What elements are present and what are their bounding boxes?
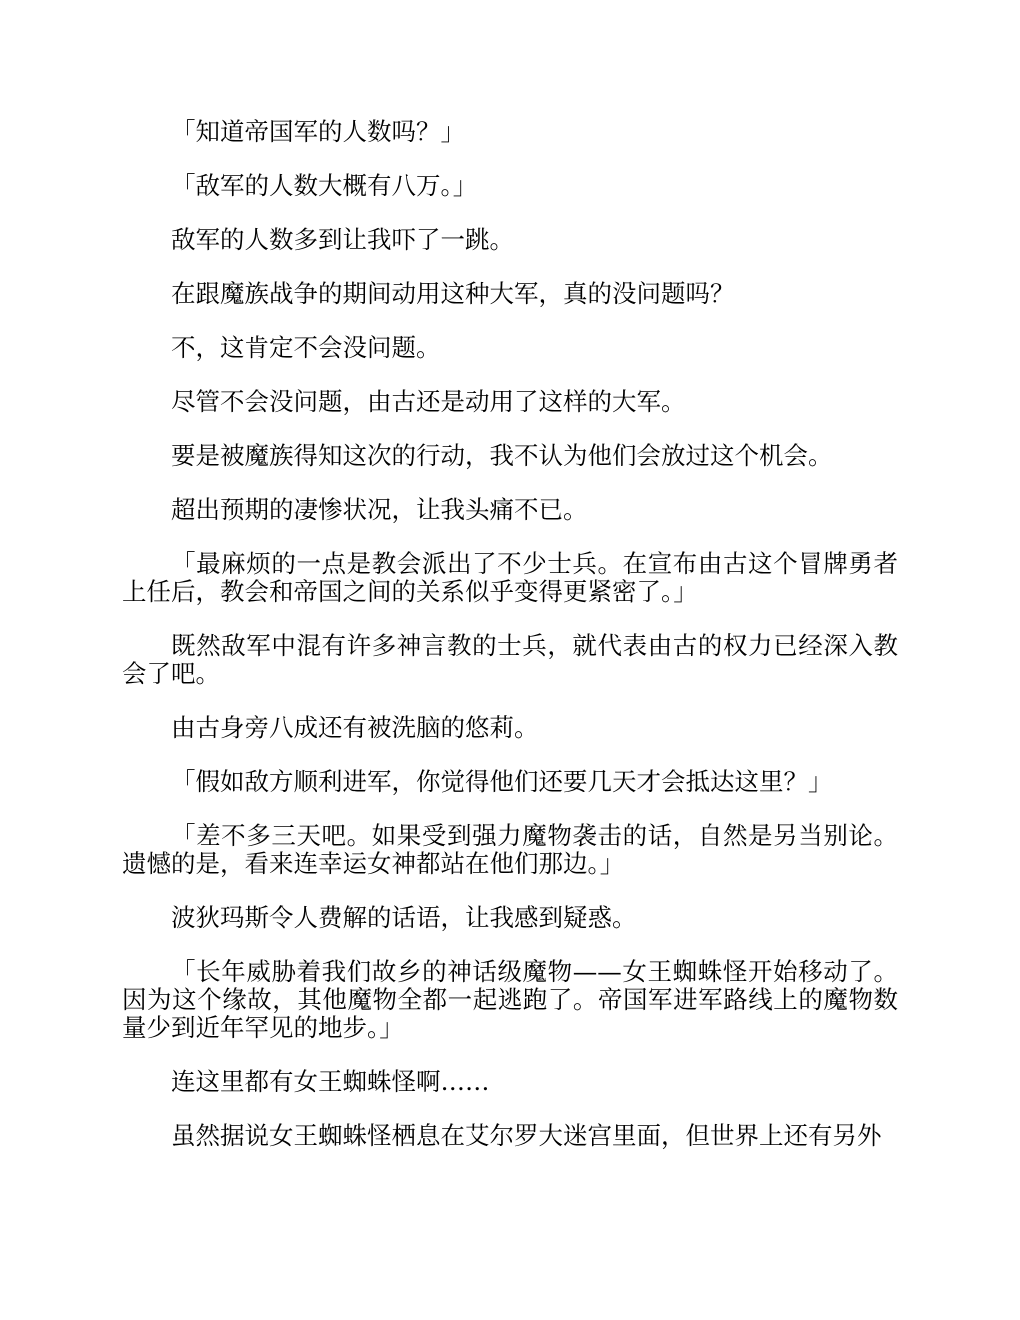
paragraph-4: 在跟魔族战争的期间动用这种大军，真的没问题吗？ <box>171 279 735 308</box>
paragraph-16: 连这里都有女王蜘蛛怪啊…… <box>171 1067 490 1096</box>
paragraph-17: 虽然据说女王蜘蛛怪栖息在艾尔罗大迷宫里面，但世界上还有另外 <box>171 1121 882 1150</box>
paragraph-13: 「差不多三天吧。如果受到强力魔物袭击的话，自然是另当别论。遗憾的是，看来连幸运女神都站在他们那边。」 <box>122 821 898 878</box>
paragraph-3: 敌军的人数多到让我吓了一跳。 <box>171 225 514 254</box>
paragraph-7: 要是被魔族得知这次的行动，我不认为他们会放过这个机会。 <box>171 441 833 470</box>
paragraph-15: 「长年威胁着我们故乡的神话级魔物——女王蜘蛛怪开始移动了。因为这个缘故，其他魔物全都一起逃跑了。帝国军进军路线上的魔物数量少到近年罕见的地步。」 <box>122 957 898 1042</box>
paragraph-8: 超出预期的凄惨状况，让我头痛不已。 <box>171 495 588 524</box>
body-text <box>122 118 898 1176</box>
paragraph-2: 「敌军的人数大概有八万。」 <box>171 171 478 200</box>
paragraph-1: 「知道帝国军的人数吗？」 <box>171 117 465 146</box>
paragraph-11: 由古身旁八成还有被洗脑的悠莉。 <box>171 713 539 742</box>
paragraph-5: 不，这肯定不会没问题。 <box>171 333 441 362</box>
paragraph-12: 「假如敌方顺利进军，你觉得他们还要几天才会抵达这里？」 <box>171 767 833 796</box>
paragraph-14: 波狄玛斯令人费解的话语，让我感到疑惑。 <box>171 903 637 932</box>
paragraph-10: 既然敌军中混有许多神言教的士兵，就代表由古的权力已经深入教会了吧。 <box>122 631 898 688</box>
paragraph-6: 尽管不会没问题，由古还是动用了这样的大军。 <box>171 387 686 416</box>
paragraph-9: 「最麻烦的一点是教会派出了不少士兵。在宣布由古这个冒牌勇者上任后，教会和帝国之间的关系似乎变得更紧密了。」 <box>122 549 898 606</box>
